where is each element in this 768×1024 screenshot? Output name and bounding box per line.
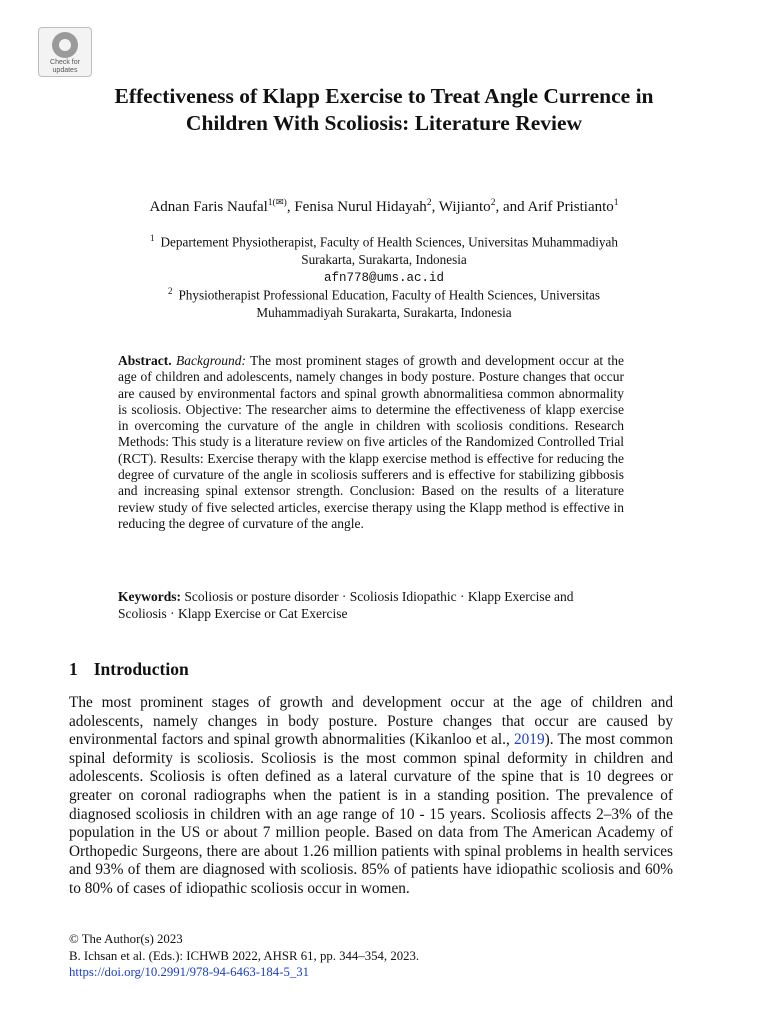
author-email[interactable]: afn778@ums.ac.id <box>323 271 445 286</box>
author-name: Adnan Faris Naufal <box>149 199 268 215</box>
section-title: Introduction <box>93 659 189 679</box>
author-name: Wijianto <box>438 199 491 215</box>
affiliation-2: $^2$ Physiotherapist Professional Education, Faculty of Health Sciences, Universitas Muhammadiyah Surakarta, Surakarta, Indonesia <box>167 286 601 321</box>
author-list: Adnan Faris Naufal$^{1(✉)}$, Fenisa Nurul Hidayah$^2$, Wijianto$^2$, and Arif Pristianto$^1$ <box>149 198 619 215</box>
author-affil-sup: 1 <box>613 198 619 208</box>
check-for-updates-icon <box>52 32 78 58</box>
abstract-label: Abstract. <box>118 353 172 368</box>
paper-title: Effectiveness of Klapp Exercise to Treat Angle Currence in Children With Scoliosis: Literature Review <box>114 84 654 135</box>
citation-info: B. Ichsan et al. (Eds.): ICHWB 2022, AHSR 61, pp. 344–354, 2023. <box>69 948 420 963</box>
author-affil-sup: 2 <box>490 198 496 208</box>
keywords <box>118 588 624 622</box>
introduction-paragraph: The most prominent stages of growth and development occur at the age of children and adolescents, namely changes in body posture. Posture changes that occur are caused by environmental factors and spinal growth abnormalities (Kikanloo et al., 2019). The most common spinal deformity is scoliosis. Scoliosis is the most common spinal deformity in children and adolescents. Scoliosis is often defined as a lateral curvature of the spine that is 10 degrees or greater on coronal radiographs when the patient is in a standing position. The prevalence of diagnosed scoliosis in children with an age range of 10 - 15 years. Scoliosis affects 2–3% of the population in the US or about 7 million people. Based on data from The American Academy of Orthopedic Surgeons, there are about 1.26 million patients with spinal problems in health services and 93% of them are diagnosed with scoliosis. 85% of patients have idiopathic scoliosis and 60% to 80% of cases of idiopathic scoliosis occur in women. <box>69 694 673 897</box>
affiliation-1: $^1$ Departement Physiotherapist, Faculty of Health Sciences, Universitas Muhammadiyah Surakarta, Surakarta, Indonesia afn778@ums.ac.id <box>60 229 708 287</box>
badge-line1: Check for <box>50 59 80 66</box>
citation-link[interactable]: 2019 <box>514 731 545 749</box>
keywords-text: Scoliosis or posture disorder · Scoliosis Idiopathic · Klapp Exercise and Scoliosis · Klapp Exercise or Cat Exercise <box>118 589 574 621</box>
abstract <box>118 353 624 532</box>
author-affil-sup: 1(✉) <box>267 198 287 208</box>
section-heading <box>69 659 189 680</box>
background-label: Background: <box>175 353 246 368</box>
author-name: Fenisa Nurul Hidayah <box>294 199 427 215</box>
doi-link[interactable]: https://doi.org/10.2991/978-94-6463-184-5_31 <box>69 965 310 979</box>
check-for-updates-badge[interactable] <box>38 27 92 77</box>
author-affil-sup: 2 <box>426 198 432 208</box>
author-name: Arif Pristianto <box>527 199 614 215</box>
abstract-text: The most prominent stages of growth and development occur at the age of children and adolescents, namely changes in body posture. Posture changes that occur are caused by environmental factors and spinal growth abnormalitiesa common abnormality is scoliosis. Objective: The researcher aims to determine the effectiveness of klapp exercise in overcoming the curvature of the angle in children with scoliosis conditions. Research Methods: This study is a literature review on five articles of the Randomized Controlled Trial (RCT). Results: Exercise therapy with the klapp exercise method is effective for reducing the degree of curvature of the angle in scoliosis sufferers and is effective for stabilizing gibbosis and increasing spinal extensor strength. Conclusion: Based on the results of a literature review study of five selected articles, exercise therapy using the Klapp method is effective in reducing the degree of curvature of the angle. <box>118 353 625 531</box>
footer <box>69 931 419 981</box>
section-number: 1 <box>69 659 78 679</box>
keywords-label: Keywords: <box>118 589 181 604</box>
badge-line2: updates <box>52 67 78 74</box>
copyright-notice: © The Author(s) 2023 <box>69 932 183 946</box>
